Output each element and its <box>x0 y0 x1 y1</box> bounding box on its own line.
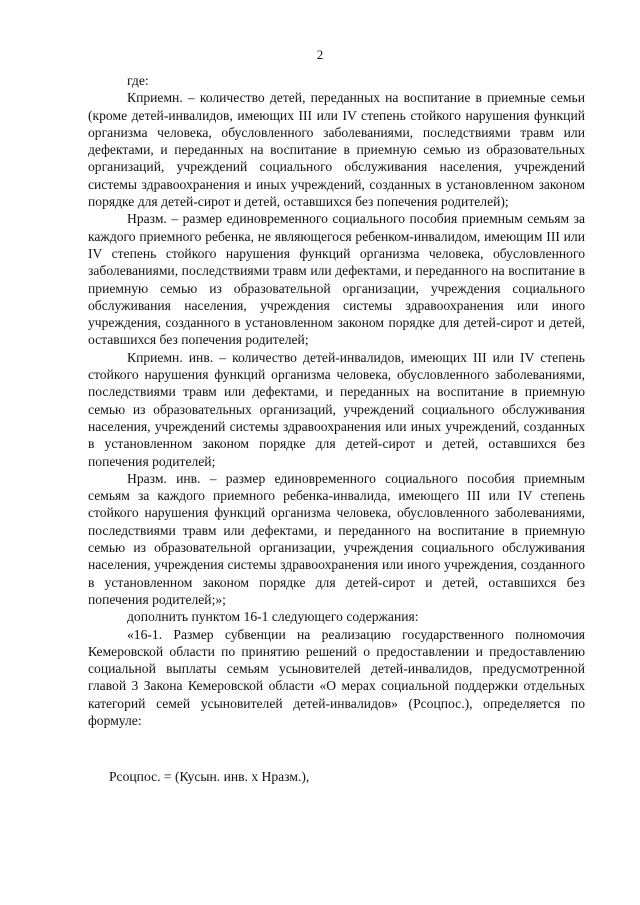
document-body <box>88 72 585 786</box>
page-number: 2 <box>316 47 324 62</box>
paragraph-k-priemn-inv: Кприемн. инв. – количество детей-инвалидов, имеющих III или IV степень стойкого нарушения функций организма человека, обусловленного заболеваниями, последствиями травм или дефектами, и переданных на воспитание в приемную семью из образовательных организаций, учреждений социального обслуживания населения, учреждений системы здравоохранения или иных учреждений, созданных в установленном законом порядке для детей-сирот и детей, оставшихся без попечения родителей; <box>88 349 585 469</box>
paragraph-16-1: «16-1. Размер субвенции на реализацию государственного полномочия Кемеровской области по принятию решений о предоставлении и предоставлению социальной выплаты семьям усыновителей детей-инвалидов, предусмотренной главой 3 Закона Кемеровской области «О мерах социальной поддержки отдельных категорий семей усыновителей детей-инвалидов» (Рсоцпос.), определяется по формуле: <box>88 626 585 728</box>
paragraph-where: где: <box>127 73 149 88</box>
formula: Рсоцпос. = (Кусын. инв. х Нразм.), <box>109 769 310 785</box>
paragraph-amendment-intro: дополнить пунктом 16-1 следующего содержания: <box>127 609 419 625</box>
paragraph-k-priemn: Кприемн. – количество детей, переданных на воспитание в приемные семьи (кроме детей-инвалидов, имеющих III или IV степень стойкого нарушения функций организма человека, обусловленного заболеваниями, последствиями травм или дефектами, и переданных на воспитание в приемную семью из образовательных организаций, учреждений социального обслуживания населения, учреждений системы здравоохранения и иных учреждений, созданных в установленном законом порядке для детей-сирот и детей, оставшихся без попечения родителей); <box>88 90 585 210</box>
paragraph-n-razm: Нразм. – размер единовременного социального пособия приемным семьям за каждого приемного ребенка, не являющегося ребенком-инвалидом, имеющим III или IV степень стойкого нарушения функций организма человека, обусловленного заболеваниями, последствиями травм или дефектами, и переданного на воспитание в приемную семью из образовательной организации, учреждения социального обслуживания населения, учреждения системы здравоохранения или иного учреждения, созданного в установленном законом порядке для детей-сирот и детей, оставшихся без попечения родителей; <box>88 211 585 348</box>
paragraph-n-razm-inv: Нразм. инв. – размер единовременного социального пособия приемным семьям за каждого приемного ребенка-инвалида, имеющего III или IV степень стойкого нарушения функций организма человека, обусловленного заболеваниями, последствиями травм или дефектами, и переданного на воспитание в приемную семью из образовательной организации, учреждения социального обслуживания населения, учреждения системы здравоохранения или иного учреждения, созданного в установленном законом порядке для детей-сирот и детей, оставшихся без попечения родителей;»; <box>88 470 585 607</box>
